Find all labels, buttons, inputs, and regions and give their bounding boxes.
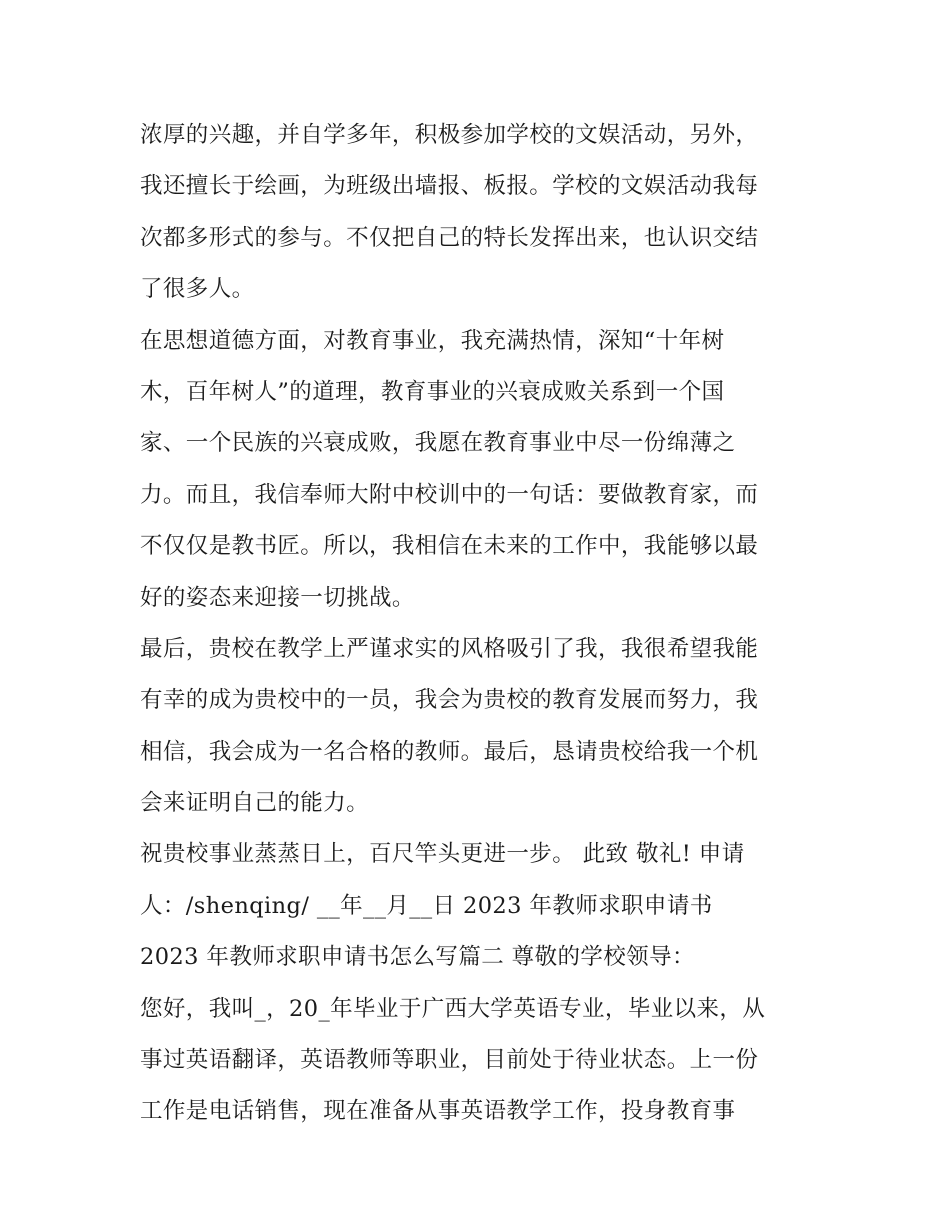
text-line: 我还擅长于绘画，为班级出墙报、板报。学校的文娱活动我每 [140,173,759,200]
document-body [140,110,830,1138]
text-line: 事过英语翻译，英语教师等职业，目前处于待业状态。上一份 [140,1047,759,1074]
text-line: 祝贵校事业蒸蒸日上，百尺竿头更进一步。 此致 敬礼! 申请 [140,841,745,868]
text-line: 2023 年教师求职申请书怎么写篇二 尊敬的学校领导： [140,944,695,971]
text-line: 最后，贵校在教学上严谨求实的风格吸引了我，我很希望我能 [140,635,759,662]
text-line: 人：/shenqing/ __年__月__日 2023 年教师求职申请书 [140,892,713,919]
text-line: 浓厚的兴趣，并自学多年，积极参加学校的文娱活动，另外， [140,122,759,148]
text-line: 您好，我叫_，20_年毕业于广西大学英语专业，毕业以来，从 [140,995,766,1022]
text-line: 力。而且，我信奉师大附中校训中的一句话：要做教育家，而 [140,481,759,508]
text-line: 有幸的成为贵校中的一员，我会为贵校的教育发展而努力，我 [140,687,759,714]
text-line: 不仅仅是教书匠。所以，我相信在未来的工作中，我能够以最 [140,533,759,560]
text-line: 家、一个民族的兴衰成败，我愿在教育事业中尽一份绵薄之 [140,430,736,457]
text-line: 次都多形式的参与。不仅把自己的特长发挥出来，也认识交结 [140,224,759,251]
text-line: 会来证明自己的能力。 [140,790,370,817]
text-line: 工作是电话销售，现在准备从事英语教学工作，投身教育事 [140,1098,736,1125]
text-line: 相信，我会成为一名合格的教师。最后，恳请贵校给我一个机 [140,738,759,765]
text-line: 好的姿态来迎接一切挑战。 [140,584,415,611]
text-line: 木，百年树人”的道理，教育事业的兴衰成败关系到一个国 [140,378,725,405]
text-line: 了很多人。 [140,276,255,303]
text-line: 在思想道德方面，对教育事业，我充满热情，深知“十年树 [140,327,725,354]
